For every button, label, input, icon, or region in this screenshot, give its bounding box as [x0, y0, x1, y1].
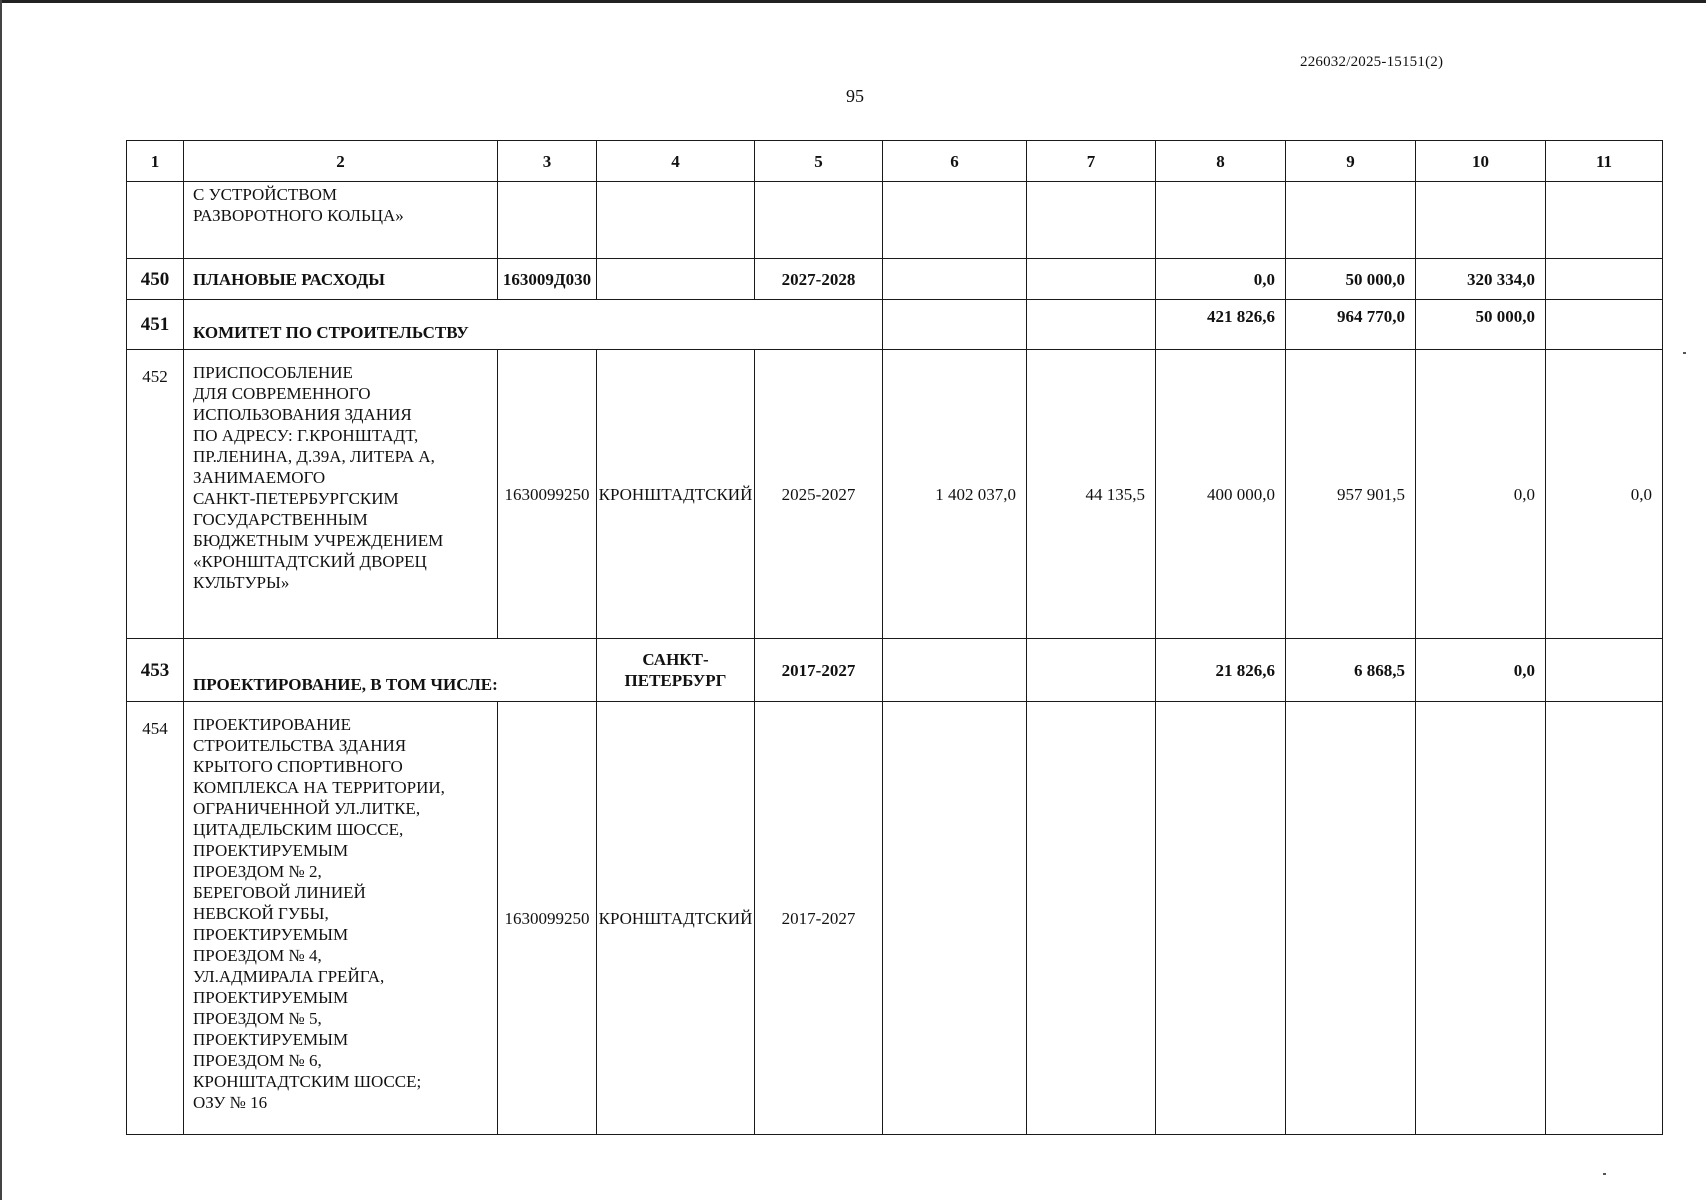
value-col-8: 0,0	[1156, 259, 1286, 300]
table-row-continuation	[127, 182, 1663, 259]
scan-speck	[1603, 1173, 1606, 1175]
scan-speck	[1683, 352, 1686, 354]
value-cell	[883, 702, 1027, 1135]
header-cell: 1	[127, 141, 184, 182]
value-cell	[1027, 259, 1156, 300]
district-cell: КРОНШТАДТСКИЙ	[597, 702, 755, 1135]
row-name-cell	[184, 182, 498, 259]
value-cell	[883, 182, 1027, 259]
budget-code: 1630099250	[498, 350, 597, 639]
row-number: 454	[127, 702, 184, 1135]
value-cell	[1416, 182, 1546, 259]
budget-table	[126, 140, 1663, 1135]
row-name-cell	[184, 350, 498, 639]
value-cell	[883, 300, 1027, 350]
value-cell	[1286, 702, 1416, 1135]
header-cell: 6	[883, 141, 1027, 182]
row-name-text: ПРОЕКТИРОВАНИЕ СТРОИТЕЛЬСТВА ЗДАНИЯ КРЫТОГО СПОРТИВНОГО КОМПЛЕКСА НА ТЕРРИТОРИИ, ОГРАНИЧЕННОЙ УЛ.ЛИТКЕ, ЦИТАДЕЛЬСКИМ ШОССЕ, ПРОЕКТИРУЕМЫМ ПРОЕЗДОМ № 2, БЕРЕГОВОЙ ЛИНИЕЙ НЕВСКОЙ ГУБЫ, ПРОЕКТИРУЕМЫМ ПРОЕЗДОМ № 4, УЛ.АДМИРАЛА ГРЕЙГА, ПРОЕКТИРУЕМЫМ ПРОЕЗДОМ № 5, ПРОЕКТИРУЕМЫМ ПРОЕЗДОМ № 6, КРОНШТАДТСКИМ ШОССЕ; ОЗУ № 16	[193, 715, 445, 1112]
row-number: 451	[127, 300, 184, 350]
value-col-9: 957 901,5	[1286, 350, 1416, 639]
header-cell: 5	[755, 141, 883, 182]
value-cell	[1546, 639, 1663, 702]
value-col-8: 21 826,6	[1156, 639, 1286, 702]
row-name: ПЛАНОВЫЕ РАСХОДЫ	[184, 259, 498, 300]
value-col-9: 50 000,0	[1286, 259, 1416, 300]
years-cell: 2017-2027	[755, 639, 883, 702]
scan-left-edge	[0, 0, 2, 1200]
row-name-text: ПРИСПОСОБЛЕНИЕ ДЛЯ СОВРЕМЕННОГО ИСПОЛЬЗОВАНИЯ ЗДАНИЯ ПО АДРЕСУ: Г.КРОНШТАДТ, ПР.ЛЕНИНА, Д.39А, ЛИТЕРА А, ЗАНИМАЕМОГО САНКТ-ПЕТЕРБУРГСКИМ ГОСУДАРСТВЕННЫМ БЮДЖЕТНЫМ УЧРЕЖДЕНИЕМ «КРОНШТАДТСКИЙ ДВОРЕЦ КУЛЬТУРЫ»	[193, 363, 444, 592]
value-col-6: 1 402 037,0	[883, 350, 1027, 639]
row-name: ПРОЕКТИРОВАНИЕ, В ТОМ ЧИСЛЕ:	[184, 639, 597, 702]
scan-top-edge	[0, 0, 1706, 3]
years-cell: 2017-2027	[755, 702, 883, 1135]
value-cell	[1546, 259, 1663, 300]
value-cell	[1546, 702, 1663, 1135]
header-cell: 4	[597, 141, 755, 182]
page-number: 95	[846, 86, 864, 106]
value-cell	[1156, 182, 1286, 259]
budget-code: 163009Д030	[498, 259, 597, 300]
header-cell: 9	[1286, 141, 1416, 182]
years-cell: 2025-2027	[755, 350, 883, 639]
table-row-451	[127, 300, 1663, 350]
header-cell: 8	[1156, 141, 1286, 182]
header-cell: 10	[1416, 141, 1546, 182]
value-cell	[1416, 702, 1546, 1135]
value-cell	[883, 259, 1027, 300]
row-name-cell	[184, 702, 498, 1135]
value-col-9: 6 868,5	[1286, 639, 1416, 702]
table-row-450	[127, 259, 1663, 300]
value-cell	[1286, 182, 1416, 259]
district-cell: КРОНШТАДТСКИЙ	[597, 350, 755, 639]
row-number-cell	[127, 182, 184, 259]
value-col-10: 0,0	[1416, 350, 1546, 639]
table-header-row	[127, 141, 1663, 182]
value-cell	[1027, 182, 1156, 259]
value-col-10: 320 334,0	[1416, 259, 1546, 300]
value-cell	[1156, 702, 1286, 1135]
value-cell	[1546, 182, 1663, 259]
value-col-7: 44 135,5	[1027, 350, 1156, 639]
table-row-454	[127, 702, 1663, 1135]
value-col-8: 400 000,0	[1156, 350, 1286, 639]
row-name-text: С УСТРОЙСТВОМ РАЗВОРОТНОГО КОЛЬЦА»	[193, 185, 404, 225]
district-cell	[597, 259, 755, 300]
value-cell	[1546, 300, 1663, 350]
row-name: КОМИТЕТ ПО СТРОИТЕЛЬСТВУ	[184, 300, 883, 350]
value-col-10: 50 000,0	[1416, 300, 1546, 350]
header-cell: 11	[1546, 141, 1663, 182]
row-number: 453	[127, 639, 184, 702]
years-cell: 2027-2028	[755, 259, 883, 300]
value-cell	[1027, 639, 1156, 702]
header-cell: 2	[184, 141, 498, 182]
row-number: 450	[127, 259, 184, 300]
years-cell	[755, 182, 883, 259]
value-col-9: 964 770,0	[1286, 300, 1416, 350]
district-cell: САНКТ-ПЕТЕРБУРГ	[597, 639, 755, 702]
document-id: 226032/2025-15151(2)	[1300, 54, 1444, 70]
value-cell	[1027, 702, 1156, 1135]
header-cell: 7	[1027, 141, 1156, 182]
value-cell	[1027, 300, 1156, 350]
table-row-453	[127, 639, 1663, 702]
value-col-10: 0,0	[1416, 639, 1546, 702]
district-cell	[597, 182, 755, 259]
value-cell	[883, 639, 1027, 702]
code-cell	[498, 182, 597, 259]
value-col-11: 0,0	[1546, 350, 1663, 639]
row-number: 452	[127, 350, 184, 639]
value-col-8: 421 826,6	[1156, 300, 1286, 350]
budget-code: 1630099250	[498, 702, 597, 1135]
header-cell: 3	[498, 141, 597, 182]
table-row-452	[127, 350, 1663, 639]
